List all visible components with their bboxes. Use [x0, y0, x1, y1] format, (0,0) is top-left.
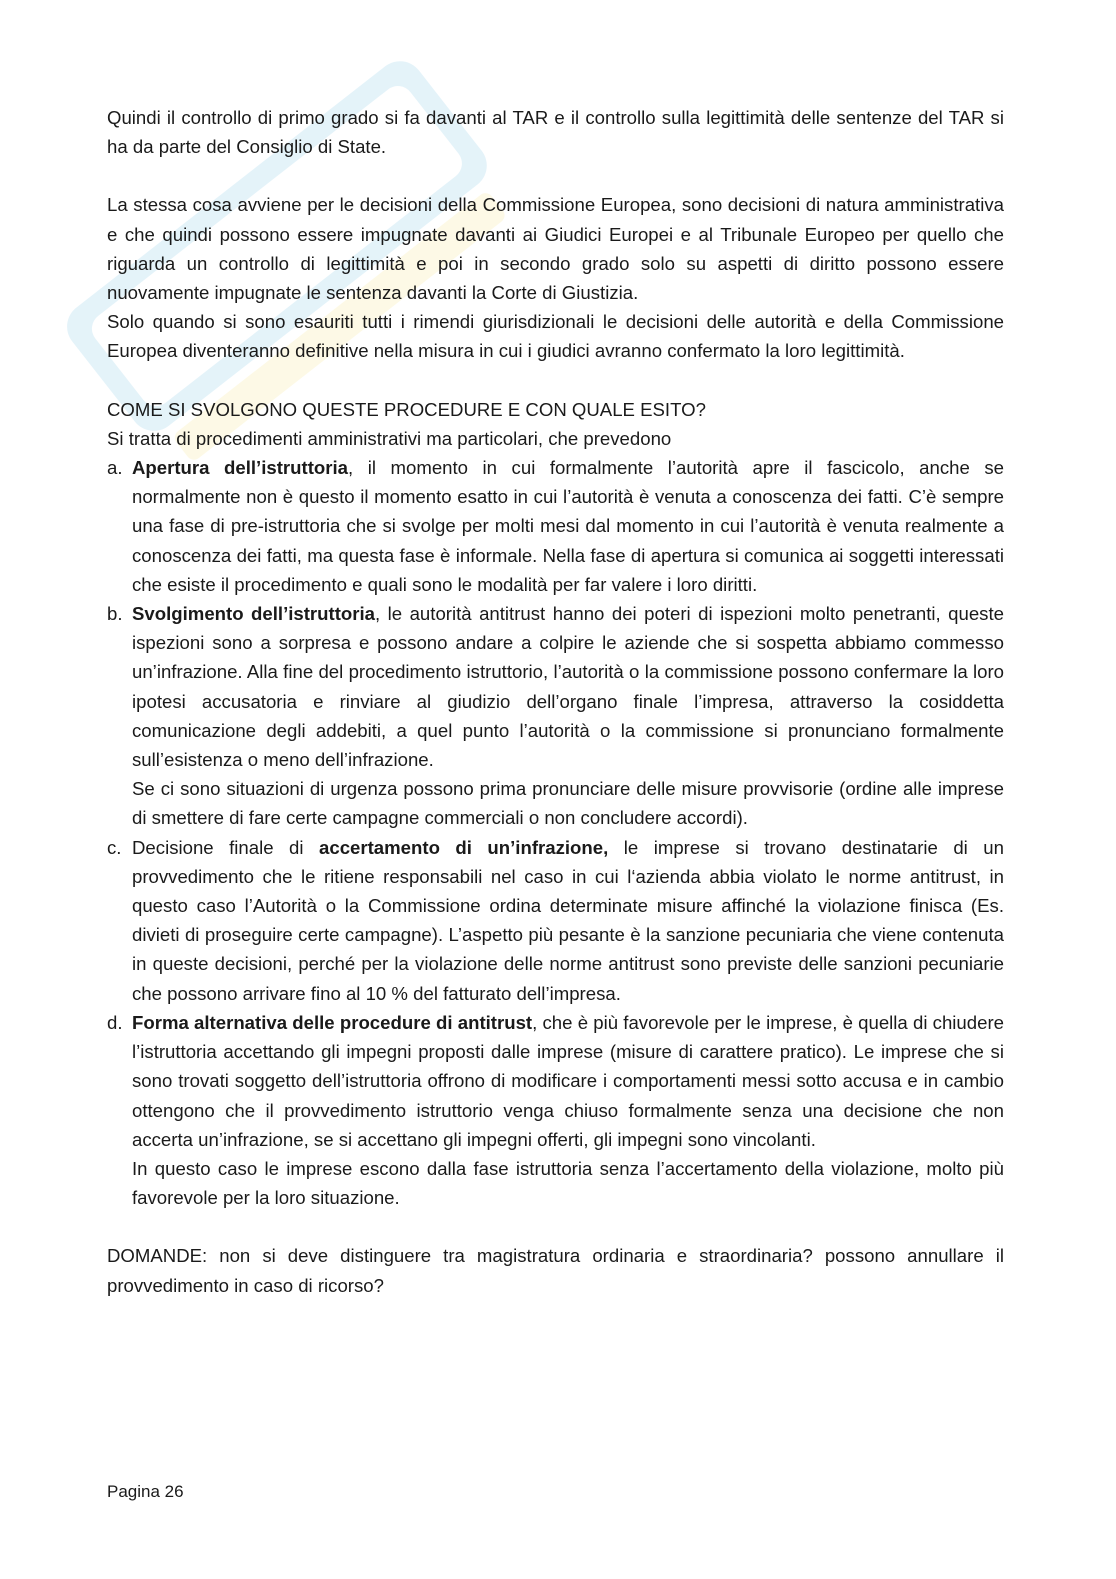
section-intro: Si tratta di procedimenti amministrativi ma particolari, che prevedono: [107, 427, 672, 449]
list-marker: a.: [107, 457, 123, 479]
paragraph-tar-control: Quindi il controllo di primo grado si fa davanti al TAR e il controllo sulla legittimità delle sentenze del TAR si ha da parte del Consiglio di State.: [107, 107, 1004, 158]
spacer: [107, 161, 1004, 190]
list-item-text: Svolgimento dell’istruttoria, le autorità antitrust hanno dei poteri di ispezioni molto penetranti, queste ispezioni sono a sorpresa e possono andare a colpire le aziende che si sospetta abbiamo commesso un’infrazione. Alla fine del procedimento istruttorio, l’autorità o la commissione possono confermare la loro ipotesi accusatoria e rinviare al giudizio dell’organo finale l’impresa, attraverso la cosiddetta comunicazione degli addebiti, a quel punto l’autorità o la commissione si pronunciano formalmente sull’esistenza o meno dell’infrazione.: [132, 603, 1004, 771]
procedure-steps-list: [107, 453, 1004, 1212]
list-marker: b.: [107, 603, 123, 625]
list-item: [107, 599, 1004, 833]
spacer: [107, 1212, 1004, 1241]
list-item-text: Forma alternativa delle procedure di antitrust, che è più favorevole per le imprese, è quella di chiudere l’istruttoria accettando gli impegni proposti dalle imprese (misure di carattere pratico). Le imprese che si sono trovati soggetto dell’istruttoria offrono di modificare i comportamenti messi sotto accusa e in cambio ottengono che il provvedimento istruttorio venga chiuso formalmente senza una decisione che non accerta un’infrazione, se si accettano gli impegni offerti, gli impegni sono vincolanti.: [132, 1011, 1004, 1150]
step-title: Svolgimento dell’istruttoria: [132, 603, 376, 625]
list-marker: d.: [107, 1011, 123, 1033]
paragraph-definitive-decisions: Solo quando si sono esauriti tutti i rimendi giurisdizionali le decisioni delle autorità e della Commissione Europea diventeranno definitive nella misura in cui i giudici avranno confermato la loro legittimità.: [107, 311, 1004, 362]
list-marker: c.: [107, 836, 122, 858]
step-title: Forma alternativa delle procedure di antitrust: [132, 1011, 533, 1033]
section-heading: COME SI SVOLGONO QUESTE PROCEDURE E CON QUALE ESITO?: [107, 398, 706, 420]
list-item-extra-text: Se ci sono situazioni di urgenza possono prima pronunciare delle misure provvisorie (ordine alle imprese di smettere di fare certe campagne commerciali o non concludere accordi).: [132, 778, 1004, 829]
list-item: [107, 1008, 1004, 1212]
step-title: Apertura dell’istruttoria: [132, 457, 348, 479]
step-title: accertamento di un’infrazione,: [319, 836, 609, 858]
list-item-text: Decisione finale di accertamento di un’infrazione, le imprese si trovano destinatarie di un provvedimento che le ritiene responsabili nel caso in cui l‘azienda abbia violato le norme antitrust, in questo caso l’Autorità o la Commissione ordina determinate misure affinché la violazione finisca (Es. divieti di proseguire certe campagne). L’aspetto più pesante è la sanzione pecuniaria che viene contenuta in queste decisioni, perché per la violazione delle norme antitrust sono previste delle sanzioni pecuniarie che possono arrivare fino al 10 % del fatturato dell’impresa.: [132, 836, 1004, 1004]
page-number: Pagina 26: [107, 1482, 184, 1501]
list-item-extra-text: In questo caso le imprese escono dalla fase istruttoria senza l’accertamento della violazione, molto più favorevole per la loro situazione.: [132, 1157, 1004, 1209]
paragraph-european-commission: La stessa cosa avviene per le decisioni della Commissione Europea, sono decisioni di natura amministrativa e che quindi possono essere impugnate davanti ai Giudici Europei e al Tribunale Europeo per quello che riguarda un controllo di legittimità e poi in secondo grado solo su aspetti di diritto possono essere nuovamente impugnate le sentenza davanti la Corte di Giustizia.: [107, 194, 1004, 304]
spacer: [107, 366, 1004, 395]
list-item: [107, 453, 1004, 599]
list-item: [107, 833, 1004, 1008]
list-item-text: Apertura dell’istruttoria, il momento in cui formalmente l’autorità apre il fascicolo, anche se normalmente non è questo il momento esatto in cui l’autorità è venuta a conoscenza dei fatti. C’è sempre una fase di pre-istruttoria che si svolge per molti mesi dal momento in cui l’autorità è venuta realmente a conoscenza dei fatti, ma questa fase è informale. Nella fase di apertura si comunica ai soggetti interessati che esiste il procedimento e quali sono le modalità per far valere i loro diritti.: [132, 457, 1004, 595]
questions-paragraph: DOMANDE: non si deve distinguere tra magistratura ordinaria e straordinaria? possono annullare il provvedimento in caso di ricorso?: [107, 1245, 1004, 1296]
document-body: [107, 103, 1004, 1300]
